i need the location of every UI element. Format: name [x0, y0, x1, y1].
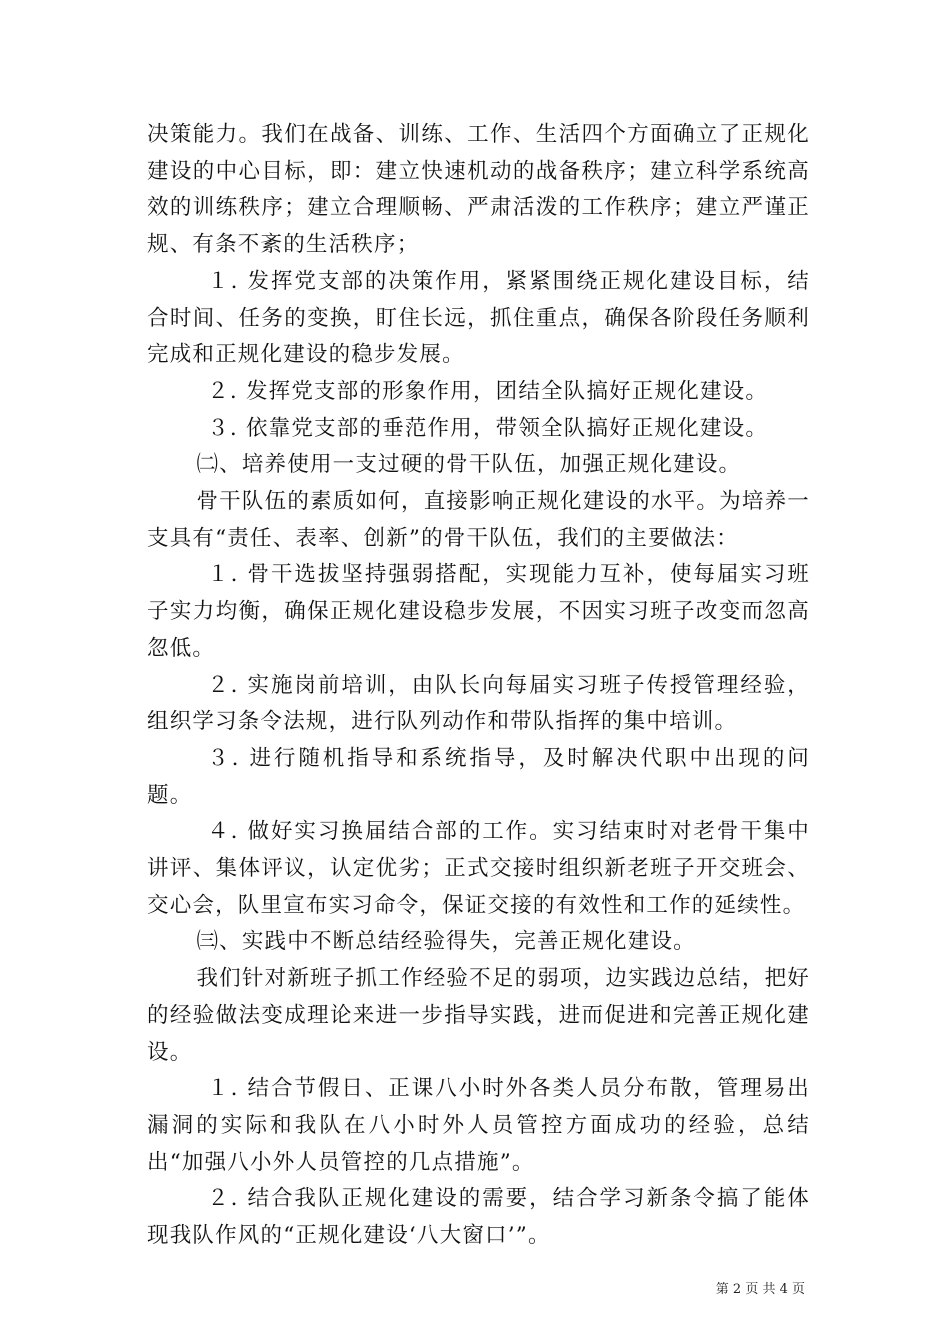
section-heading-3: ㈢、实践中不断总结经验得失，完善正规化建设。	[196, 929, 696, 955]
paragraph-1: 决策能力。我们在战备、训练、工作、生活四个方面确立了正规化建设的中心目标，即：建立快速机动的战备秩序；建立科学系统高效的训练秩序；建立合理顺畅、严肃活泼的工作秩序；建立严谨正规、有条不紊的生活秩序；	[147, 122, 810, 258]
paragraph-12: 我们针对新班子抓工作经验不足的弱项，边实践边总结，把好的经验做法变成理论来进一步指导实践，进而促进和完善正规化建设。	[147, 966, 810, 1065]
paragraph-4: ３. 依靠党支部的垂范作用，带领全队搞好正规化建设。	[207, 415, 769, 441]
section-heading-2: ㈡、培养使用一支过硬的骨干队伍，加强正规化建设。	[196, 452, 742, 478]
paragraph-7: １. 骨干选拔坚持强弱搭配，实现能力互补，使每届实习班子实力均衡，确保正规化建设稳步发展，不因实习班子改变而忽高忽低。	[147, 562, 810, 661]
paragraph-9: ３. 进行随机指导和系统指导，及时解决代职中出现的问题。	[147, 745, 810, 808]
paragraph-2: １. 发挥党支部的决策作用，紧紧围绕正规化建设目标，结合时间、任务的变换，盯住长远，抓住重点，确保各阶段任务顺利完成和正规化建设的稳步发展。	[147, 268, 810, 368]
page-number-footer: 第 2 页 共 4 页	[715, 1282, 805, 1297]
paragraph-3: ２. 发挥党支部的形象作用，团结全队搞好正规化建设。	[207, 378, 769, 404]
paragraph-13: １. 结合节假日、正课八小时外各类人员分布散，管理易出漏洞的实际和我队在八小时外人员管控方面成功的经验，总结出“加强八小外人员管控的几点措施”。	[147, 1076, 810, 1175]
paragraph-6: 骨干队伍的素质如何，直接影响正规化建设的水平。为培养一支具有“责任、表率、创新”的骨干队伍，我们的主要做法：	[147, 489, 810, 551]
paragraph-10: ４. 做好实习换届结合部的工作。实习结束时对老骨干集中讲评、集体评议，认定优劣；正式交接时组织新老班子开交班会、交心会，队里宣布实习命令，保证交接的有效性和工作的延续性。	[147, 819, 810, 918]
document-body	[147, 117, 810, 1255]
paragraph-8: ２. 实施岗前培训，由队长向每届实习班子传授管理经验，组织学习条令法规，进行队列动作和带队指挥的集中培训。	[147, 672, 810, 735]
paragraph-14: ２. 结合我队正规化建设的需要，结合学习新条令搞了能体现我队作风的“正规化建设‘八大窗口’”。	[147, 1186, 810, 1249]
